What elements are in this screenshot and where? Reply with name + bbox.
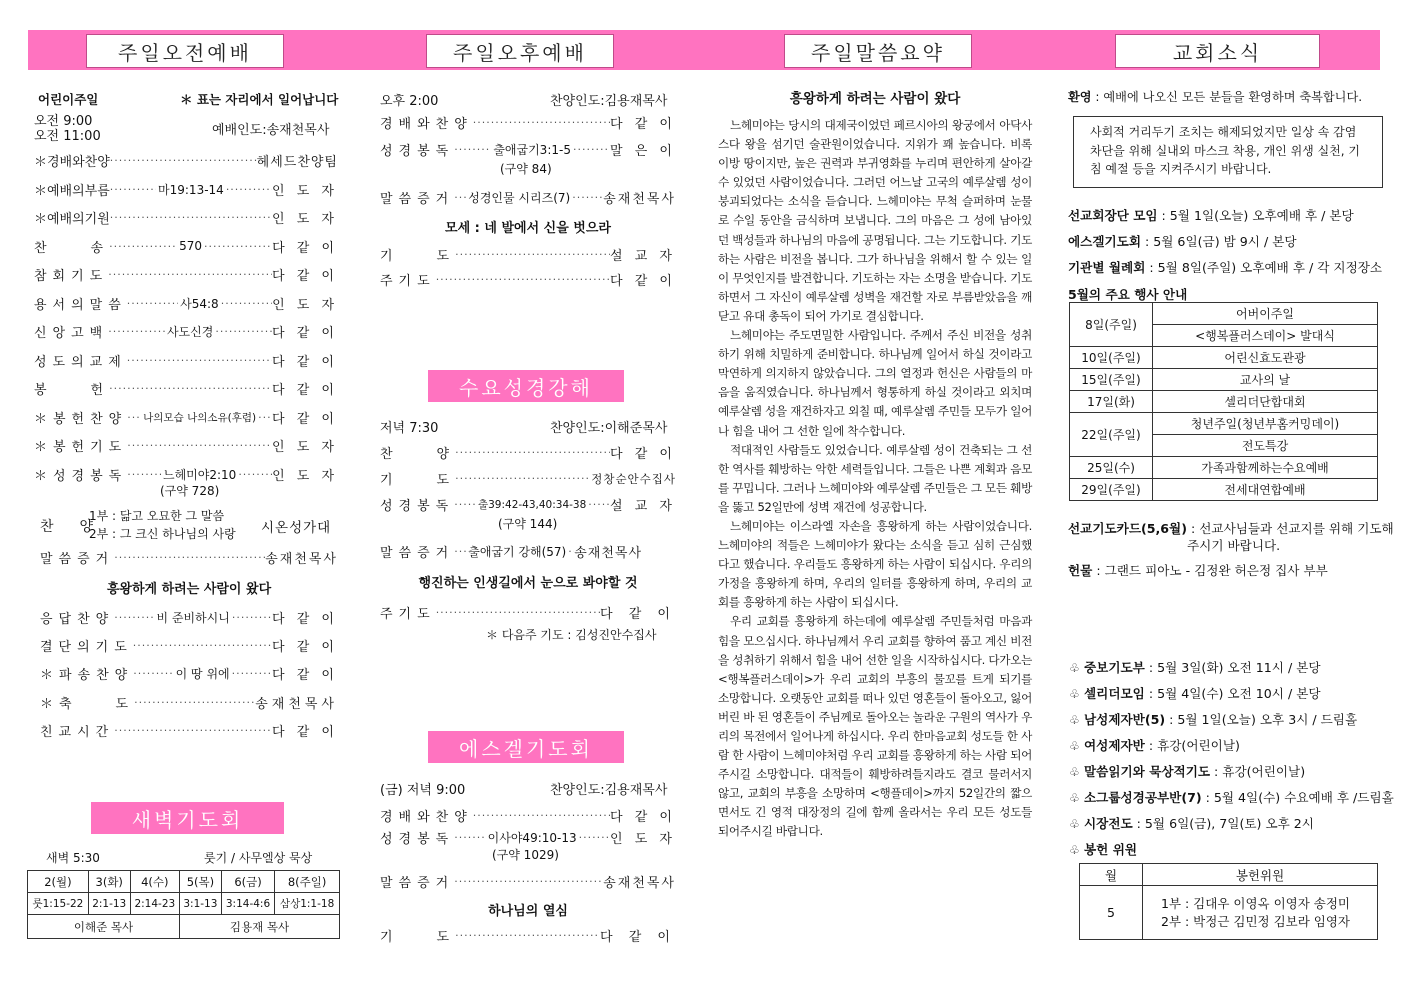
leader-dots [127, 468, 161, 481]
item-person: 다 같 이 [600, 607, 676, 622]
item-label: 결단의기도 [40, 640, 133, 656]
schedule-label: 말씀읽기와 묵상적기도 [1084, 764, 1211, 779]
item-person: 다 같 이 [272, 411, 338, 427]
item-label: 주기도 [380, 274, 436, 289]
schedule-text: : 휴강(어린이날) [1144, 738, 1240, 753]
clover-icon: ♧ [1069, 765, 1080, 779]
offering-table [1079, 863, 1378, 940]
choir-song-1: 1부 : 닮고 오묘한 그 말씀 [89, 509, 225, 523]
event-name: <행복플러스데이> 발대식 [1153, 325, 1378, 347]
item-person: 인 도 자 [272, 468, 339, 484]
dawn-day: 3(화) [88, 871, 130, 893]
item-detail: 사도신경 [166, 325, 214, 339]
order-item [40, 636, 338, 655]
offering-month: 5 [1080, 886, 1143, 940]
order-item [34, 151, 338, 170]
choir-song-2: 2부 : 그 크신 하나님의 사랑 [89, 527, 236, 541]
item-person: 다 같 이 [272, 240, 339, 256]
item-person: 다 같 이 [272, 724, 338, 740]
item-label: ＊성경봉독 [34, 468, 128, 484]
dawn-day: 4(수) [130, 871, 179, 893]
leader-dots [127, 354, 272, 367]
leader-dots [473, 809, 610, 822]
leader-dots [221, 297, 272, 310]
item-label: 기 도 [380, 930, 456, 945]
leader-dots [238, 468, 272, 481]
summary-paragraph: 느헤미야는 주도면밀한 사람입니다. 주께서 주신 비전을 성취하기 위해 치밀하게 준비합니다. 하나님께 일어서 하실 것이라고 막연하게 의지하지 않았습니다. 그의 열정과 헌신은 사람들의 마음을 움직였습니다. 하나님께서 형통하게 하실 것이라고 외치며 예루살렘 성을 재건하자고 외칠 때, 예루살렘 주민들 모두가 일어나 힘을 내어 그 선한 일에 착수합니다. [718, 328, 1032, 438]
order-item [380, 469, 676, 488]
sermon-preacher: 송재천목사 [574, 546, 643, 561]
item-detail: 비 준비하시니 [156, 611, 230, 625]
item-detail: 나의모습 나의소유(후렴) [143, 411, 257, 424]
offering-members-2: 2부 : 박정근 김민정 김보라 임영자 [1161, 913, 1351, 929]
leader-dots [454, 498, 476, 511]
item-label: ＊예배의기원 [34, 212, 110, 227]
sermon-preacher: 송재천목사 [265, 552, 338, 567]
item-person: 다 같 이 [272, 326, 338, 341]
item-label: 경배와찬양 [380, 810, 473, 825]
leader-dots [436, 606, 600, 619]
order-item [380, 113, 676, 132]
item-label: 찬 송 [34, 240, 110, 256]
leader-dots [473, 116, 610, 129]
church-news-header: 교회소식 [1115, 34, 1320, 68]
wednesday-prayer-row [380, 603, 676, 622]
item-label: ＊파송찬양 [40, 668, 134, 684]
wednesday-title: 수요성경강해 [428, 370, 624, 402]
order-item [40, 608, 338, 627]
clover-icon: ♧ [1069, 791, 1080, 805]
order-item [34, 265, 338, 284]
schedule-label: 시장전도 [1084, 816, 1133, 831]
events-title: 5월의 주요 행사 안내 [1068, 287, 1188, 302]
item-detail: 느헤미야2:10 [162, 467, 237, 482]
item-person: 인 도 자 [610, 832, 676, 847]
news-item-text: : 5월 6일(금) 밤 9시 / 본당 [1141, 234, 1297, 249]
item-label: 성경봉독 [380, 832, 455, 847]
order-item [34, 208, 338, 227]
leader-dots [454, 831, 485, 844]
afternoon-sermon-row [380, 188, 676, 207]
order-item [380, 495, 676, 514]
leader-dots [109, 382, 272, 395]
leader-dots [110, 154, 257, 167]
schedule-item [1068, 813, 1314, 832]
leader-dots [133, 639, 272, 652]
sermon-preacher: 송재천목사 [603, 876, 676, 891]
item-label: ＊축 도 [40, 696, 135, 712]
event-name: 전세대연합예배 [1153, 479, 1378, 501]
order-item [40, 721, 338, 740]
schedule-item [1068, 683, 1321, 702]
schedule-label: 셀리더모임 [1084, 686, 1145, 701]
item-person: 다 같 이 [610, 117, 676, 132]
schedule-label: 여성제자반 [1084, 738, 1145, 753]
leader-dots [454, 545, 466, 558]
item-label: ＊봉헌기도 [34, 440, 128, 455]
item-detail: 570 [179, 239, 203, 253]
event-row [1070, 369, 1378, 391]
leader-dots [436, 273, 610, 286]
afternoon-sermon-title: 모세 : 네 발에서 신을 벗으라 [445, 221, 611, 236]
dawn-leader-2: 김용재 목사 [180, 915, 340, 939]
item-person: 다 같 이 [272, 640, 338, 656]
choir-name: 시온성가대 [261, 520, 332, 536]
leader-dots [110, 211, 272, 224]
wednesday-sermon-row [380, 542, 676, 561]
leader-dots [127, 439, 272, 452]
dawn-leader-1: 이해준 목사 [28, 915, 180, 939]
leader-dots [114, 551, 265, 564]
sermon-label: 말씀증거 [380, 876, 455, 891]
item-person: 다 같 이 [272, 668, 338, 684]
stand-note: ＊ 표는 자리에서 일어납니다 [180, 92, 339, 107]
item-person: 송재천목사 [255, 696, 338, 712]
item-label: 봉 헌 [34, 383, 110, 398]
dawn-reading: 3:14-4:6 [221, 893, 274, 915]
item-person: 인 도 자 [272, 183, 338, 199]
leader-dots [588, 498, 610, 511]
event-date: 29일(주일) [1070, 479, 1153, 501]
item-label: 성경봉독 [380, 144, 455, 159]
event-date: 8일(주일) [1070, 303, 1153, 347]
event-date: 10일(주일) [1070, 347, 1153, 369]
event-name: 가족과함께하는수요예배 [1153, 457, 1378, 479]
event-row [1070, 391, 1378, 413]
schedule-text: : 휴강(어린이날) [1210, 764, 1306, 779]
leader-dots [455, 446, 610, 459]
leader-dots [110, 183, 156, 196]
morning-sermon-row [40, 548, 338, 567]
service-time-2: 오전 11:00 [34, 129, 101, 144]
leader-dots [232, 611, 272, 624]
item-label: 참회기도 [34, 269, 109, 284]
clover-icon: ♧ [1069, 843, 1080, 857]
welcome-text: : 예배에 나오신 모든 분들을 환영하며 축복합니다. [1091, 90, 1363, 104]
leader-dots [258, 411, 272, 424]
schedule-text: : 5월 4일(수) 수요예배 후 /드림홀 [1201, 790, 1394, 805]
dawn-reading: 2:14-23 [130, 893, 179, 915]
wednesday-sermon-title: 행진하는 인생길에서 눈으로 봐야할 것 [418, 576, 638, 591]
item-label: 용서의말씀 [34, 297, 127, 313]
leader-dots [114, 611, 154, 624]
item-person: 설 교 자 [610, 499, 676, 514]
wednesday-reading-ref: (구약 144) [498, 517, 558, 531]
worship-leader: 예배인도:송재천목사 [212, 123, 330, 138]
order-item [380, 828, 676, 847]
news-item-text: : 5월 8일(주일) 오후예배 후 / 각 지정장소 [1145, 260, 1383, 275]
morning-sermon-title: 흥왕하게 하려는 사람이 왔다 [106, 582, 272, 597]
event-name: 셀리더단합대회 [1153, 391, 1378, 413]
item-person: 다 같 이 [272, 269, 338, 284]
leader-dots [454, 143, 491, 156]
item-detail: 출39:42-43,40:34-38 [477, 499, 587, 511]
schedule-text: : 5월 6일(금), 7일(토) 오후 2시 [1132, 816, 1314, 831]
item-label: 성경봉독 [380, 499, 455, 514]
order-item [34, 237, 338, 256]
event-row [1070, 413, 1378, 435]
item-detail: 이 땅 위에 [175, 667, 230, 682]
dawn-note: 룻기 / 사무엘상 묵상 [204, 851, 313, 865]
item-label: ＊봉헌찬양 [34, 411, 128, 427]
morning-reading-ref: (구약 728) [160, 484, 220, 498]
gift-line [1068, 560, 1328, 579]
item-label: 기 도 [380, 249, 456, 264]
item-label: ＊경배와찬양 [34, 155, 110, 170]
item-label: 신앙고백 [34, 326, 109, 341]
leader-dots [454, 191, 466, 204]
schedule-label: 남성제자반(5) [1084, 712, 1166, 727]
dawn-day: 5(목) [180, 871, 222, 893]
sermon-label: 말씀증거 [380, 192, 455, 207]
item-person: 인 도 자 [272, 297, 339, 313]
afternoon-time: 오후 2:00 [380, 94, 439, 109]
item-person: 다 같 이 [272, 354, 338, 370]
leader-dots [109, 240, 177, 253]
item-person: 인 도 자 [272, 440, 338, 455]
item-detail: 이사야49:10-13 [487, 831, 577, 845]
summary-paragraph: 우리 교회를 흥왕하게 하는데에 예루살렘 주민들처럼 마음과 힘을 모으십시다. 하나님께서 우리 교회를 향하여 품고 계신 비전을 성취하기 위해서 힘을 내어 선한 일을 시작하십시다. 다가오는 <행복플러스데이>가 우리 교회의 부흥의 물꼬를 트게 되기를 소망합니다. 오랫동안 교회를 떠나 있던 영혼들이 돌아오고, 잃어버린 바 된 영혼들이 주님께로 돌아오는 놀라운 구원의 역사가 우리의 목전에서 일어나게 하십시다. 우리 한마음교회 성도들 한 사람 한 사람이 느헤미야처럼 우리 교회를 흥왕하게 하는 사람 되어주시길 소망합니다. 대적들이 훼방하려들지라도 결코 물러서지 않고, 교회의 부흥을 소망하며 <행플데이>까지 52일간의 짧으면서도 긴 영적 대장정의 길에 함께 올라서는 우리 모든 성도들 되어주시길 바랍니다. [718, 614, 1032, 839]
sunday-name: 어린이주일 [38, 92, 99, 107]
item-label: 응답찬양 [40, 612, 115, 627]
mission-card-line-2: 주시기 바랍니다. [1187, 538, 1281, 553]
leader-dots [108, 325, 165, 338]
sermon-series: 성경인물 시리즈(7) [468, 191, 571, 205]
clover-icon: ♧ [1069, 739, 1080, 753]
schedule-item [1068, 657, 1321, 676]
clover-icon: ♧ [1069, 817, 1080, 831]
order-item [380, 140, 676, 159]
event-date: 17일(화) [1070, 391, 1153, 413]
event-name: 전도특강 [1153, 435, 1378, 457]
schedule-text: : 5월 3일(화) 오전 11시 / 본당 [1144, 660, 1321, 675]
order-item [34, 436, 338, 455]
clover-icon: ♧ [1069, 713, 1080, 727]
leader-dots [232, 667, 272, 680]
event-name: 교사의 날 [1153, 369, 1378, 391]
dawn-day: 6(금) [221, 871, 274, 893]
schedule-item [1068, 709, 1357, 728]
welcome-line [1068, 88, 1362, 105]
dawn-reading: 룻1:15-22 [28, 893, 89, 915]
mission-label: 선교기도카드(5,6월) [1068, 521, 1187, 536]
notice-box: 사회적 거리두기 조치는 해제되었지만 일상 속 감염차단을 위해 실내외 마스크 착용, 개인 위생 실천, 기침 예절 등을 지켜주시기 바랍니다. [1073, 116, 1383, 188]
event-row [1070, 347, 1378, 369]
news-item-text: : 5월 1일(오늘) 오후예배 후 / 본당 [1157, 208, 1354, 223]
item-label: 찬 양 [380, 447, 456, 462]
item-person: 다 같 이 [600, 930, 676, 945]
clover-icon: ♧ [1069, 661, 1080, 675]
item-person: 말 은 이 [610, 144, 676, 159]
dawn-time: 새벽 5:30 [46, 851, 100, 865]
summary-paragraph: 적대적인 사람들도 있었습니다. 예루살렘 성이 건축되는 그 선한 역사를 훼방하는 악한 세력들입니다. 그들은 나쁜 계획과 음모를 꾸밉니다. 그러나 느헤미야와 예루살렘 주민들은 그 모든 훼방을 뚫고 52일만에 성벽 재건에 성공합니다. [718, 442, 1032, 514]
ezekiel-reading-ref: (구약 1029) [492, 848, 559, 862]
order-item [34, 322, 338, 341]
afternoon-reading-ref: (구약 84) [500, 162, 552, 176]
morning-service-header: 주일오전예배 [86, 34, 284, 68]
leader-dots [579, 831, 610, 844]
item-person: 다 같 이 [610, 274, 676, 289]
news-item-label: 에스겔기도회 [1068, 234, 1141, 249]
order-item [34, 294, 338, 313]
order-item [34, 379, 338, 398]
item-label: 주기도 [380, 607, 436, 622]
news-item-label: 기관별 월례회 [1068, 260, 1146, 275]
dawn-prayer-title: 새벽기도회 [91, 802, 284, 834]
leader-dots [455, 472, 591, 485]
dawn-day: 8(주일) [275, 871, 340, 893]
event-row [1070, 479, 1378, 501]
order-item [34, 180, 338, 199]
item-label: 경배와찬양 [380, 117, 473, 132]
order-item [380, 443, 676, 462]
leader-dots [134, 696, 255, 709]
leader-dots [215, 325, 272, 338]
order-item [34, 351, 338, 370]
leader-dots [114, 724, 272, 737]
gift-text: : 그랜드 피아노 - 김정완 허은정 집사 부부 [1092, 563, 1328, 578]
dawn-reading: 3:1-13 [180, 893, 222, 915]
sermon-summary-header: 주일말씀요약 [784, 34, 972, 68]
schedule-label: 중보기도부 [1084, 660, 1145, 675]
dawn-reading: 2:1-13 [88, 893, 130, 915]
leader-dots [127, 297, 178, 310]
item-person: 다 같 이 [610, 810, 676, 825]
ezekiel-title: 에스겔기도회 [428, 731, 624, 763]
event-date: 22일(주일) [1070, 413, 1153, 457]
item-person: 인 도 자 [272, 212, 338, 227]
order-item [40, 693, 338, 712]
order-item [380, 270, 676, 289]
wednesday-time: 저녁 7:30 [380, 421, 439, 436]
item-person: 다 같 이 [272, 383, 338, 398]
item-person: 헤세드찬양팀 [256, 155, 338, 170]
leader-dots [573, 143, 610, 156]
summary-body [718, 116, 1032, 842]
afternoon-service-header: 주일오후예배 [426, 34, 614, 68]
event-row [1070, 303, 1378, 325]
leader-dots [455, 248, 610, 261]
offering-head-members: 봉헌위원 [1143, 864, 1378, 886]
offering-head-month: 월 [1080, 864, 1143, 886]
item-label: ＊예배의부름 [34, 183, 110, 199]
summary-paragraph: 느헤미야는 이스라엘 자손을 흥왕하게 하는 사람이었습니다. 느헤미야의 적들은 느헤미야가 왔다는 소식을 듣고 심히 근심했다고 했습니다. 우리들도 흥왕하게 하는 사람이 되십시다. 우리의 가정을 흥왕하게 하며, 우리의 일터를 흥왕하게 하며, 우리의 교회를 흥왕하게 하는 사람이 되십시다. [718, 518, 1032, 610]
next-week-prayer: ＊ 다음주 기도 : 김성진안수집사 [486, 628, 657, 642]
ezekiel-sermon-title: 하나님의 열심 [488, 904, 568, 919]
offering-members [1143, 886, 1378, 940]
dawn-day: 2(월) [28, 871, 89, 893]
news-item [1068, 257, 1382, 276]
item-detail: 마19:13-14 [158, 182, 224, 197]
event-row [1070, 457, 1378, 479]
item-person: 정창순안수집사 [591, 471, 676, 486]
news-item-label: 선교회장단 모임 [1068, 208, 1158, 223]
clover-icon: ♧ [1069, 687, 1080, 701]
schedule-label: 봉헌 위원 [1084, 842, 1138, 857]
item-label: 기 도 [380, 473, 456, 488]
dawn-reading: 삼상1:1-18 [275, 893, 340, 915]
leader-dots [127, 411, 141, 424]
welcome-label: 환영 [1068, 90, 1092, 104]
order-item [34, 408, 338, 427]
leader-dots [572, 191, 603, 204]
leader-dots [455, 929, 600, 942]
schedule-item [1068, 735, 1240, 754]
item-person: 설 교 자 [610, 249, 676, 264]
sermon-label: 말씀증거 [40, 552, 115, 567]
order-item [40, 664, 338, 683]
event-name: 청년주일(청년부홈커밍데이) [1153, 413, 1378, 435]
schedule-item [1068, 787, 1394, 806]
choir-label: 찬 양 [40, 519, 100, 535]
item-detail: 출애굽기3:1-5 [493, 143, 571, 157]
leader-dots [454, 875, 603, 888]
schedule-item [1068, 761, 1305, 780]
events-table [1069, 302, 1378, 501]
afternoon-leader: 찬양인도:김용재목사 [550, 94, 668, 109]
sermon-label: 말씀증거 [380, 546, 455, 561]
event-name: 어버이주일 [1153, 303, 1378, 325]
schedule-text: : 5월 1일(오늘) 오후 3시 / 드림홀 [1165, 712, 1358, 727]
order-item [34, 465, 338, 484]
event-date: 25일(수) [1070, 457, 1153, 479]
item-label: 친교시간 [40, 724, 115, 740]
leader-dots [226, 183, 272, 196]
ezekiel-sermon-row [380, 872, 676, 891]
item-detail: 사54:8 [180, 296, 219, 311]
summary-paragraph: 느헤미야는 당시의 대제국이었던 페르시아의 왕궁에서 아닥사스다 왕을 섬기던 술관원이었습니다. 지위가 꽤 높습니다. 비록 이방 땅이지만, 높은 권력과 부귀영화를 누리며 편안하게 살아갈 수 있었던 사람이었습니다. 그러던 어느날 고국의 예루살렘 성이 붕괴되었다는 소식을 듣습니다. 느헤미야는 무척 슬퍼하며 눈물로 수일 동안을 금식하며 보냅니다. 그의 마음은 그 성에 남아있던 백성들과 하나님의 마음에 공명됩니다. 그는 기도합니다. 기도하는 사람은 비전을 봅니다. 그가 하나님을 위해서 할 수 있는 일이 무엇인지를 발견합니다. 기도하는 자는 소명을 받습니다. 기도하면서 그 자신이 예루살렘 성벽을 재건할 자로 부름받았음을 깨닫고 유대 총독이 되어 가기로 결심합니다. [718, 118, 1032, 323]
gift-label: 헌물 [1068, 563, 1093, 578]
schedule-item [1068, 839, 1137, 858]
event-name: 어린신효도관광 [1153, 347, 1378, 369]
offering-members-1: 1부 : 김대우 이영옥 이영자 송정미 [1161, 895, 1351, 911]
leader-dots [204, 240, 272, 253]
sermon-preacher: 송재천목사 [603, 192, 676, 207]
schedule-label: 소그룹성경공부반(7) [1084, 790, 1202, 805]
news-item [1068, 231, 1297, 250]
leader-dots [133, 667, 173, 680]
schedule-text: : 5월 4일(수) 오전 10시 / 본당 [1144, 686, 1321, 701]
ezekiel-prayer-row [380, 926, 676, 945]
order-item [380, 806, 676, 825]
event-date: 15일(주일) [1070, 369, 1153, 391]
mission-text: : 선교사님들과 선교지를 위해 기도해 [1186, 521, 1394, 536]
sermon-series: 출애굽기 강해(57) [468, 545, 567, 559]
ezekiel-time: (금) 저녁 9:00 [380, 783, 466, 798]
dawn-schedule-table [27, 870, 340, 939]
order-item [380, 245, 676, 264]
leader-dots [108, 268, 272, 281]
item-label: 성도의교제 [34, 354, 127, 370]
wednesday-leader: 찬양인도:이해준목사 [550, 421, 668, 436]
item-person: 다 같 이 [610, 447, 676, 462]
service-time-1: 오전 9:00 [34, 114, 93, 129]
ezekiel-leader: 찬양인도:김용재목사 [550, 783, 668, 798]
news-item [1068, 205, 1354, 224]
item-person: 다 같 이 [272, 612, 338, 627]
summary-title: 흥왕하게 하려는 사람이 왔다 [789, 91, 961, 107]
